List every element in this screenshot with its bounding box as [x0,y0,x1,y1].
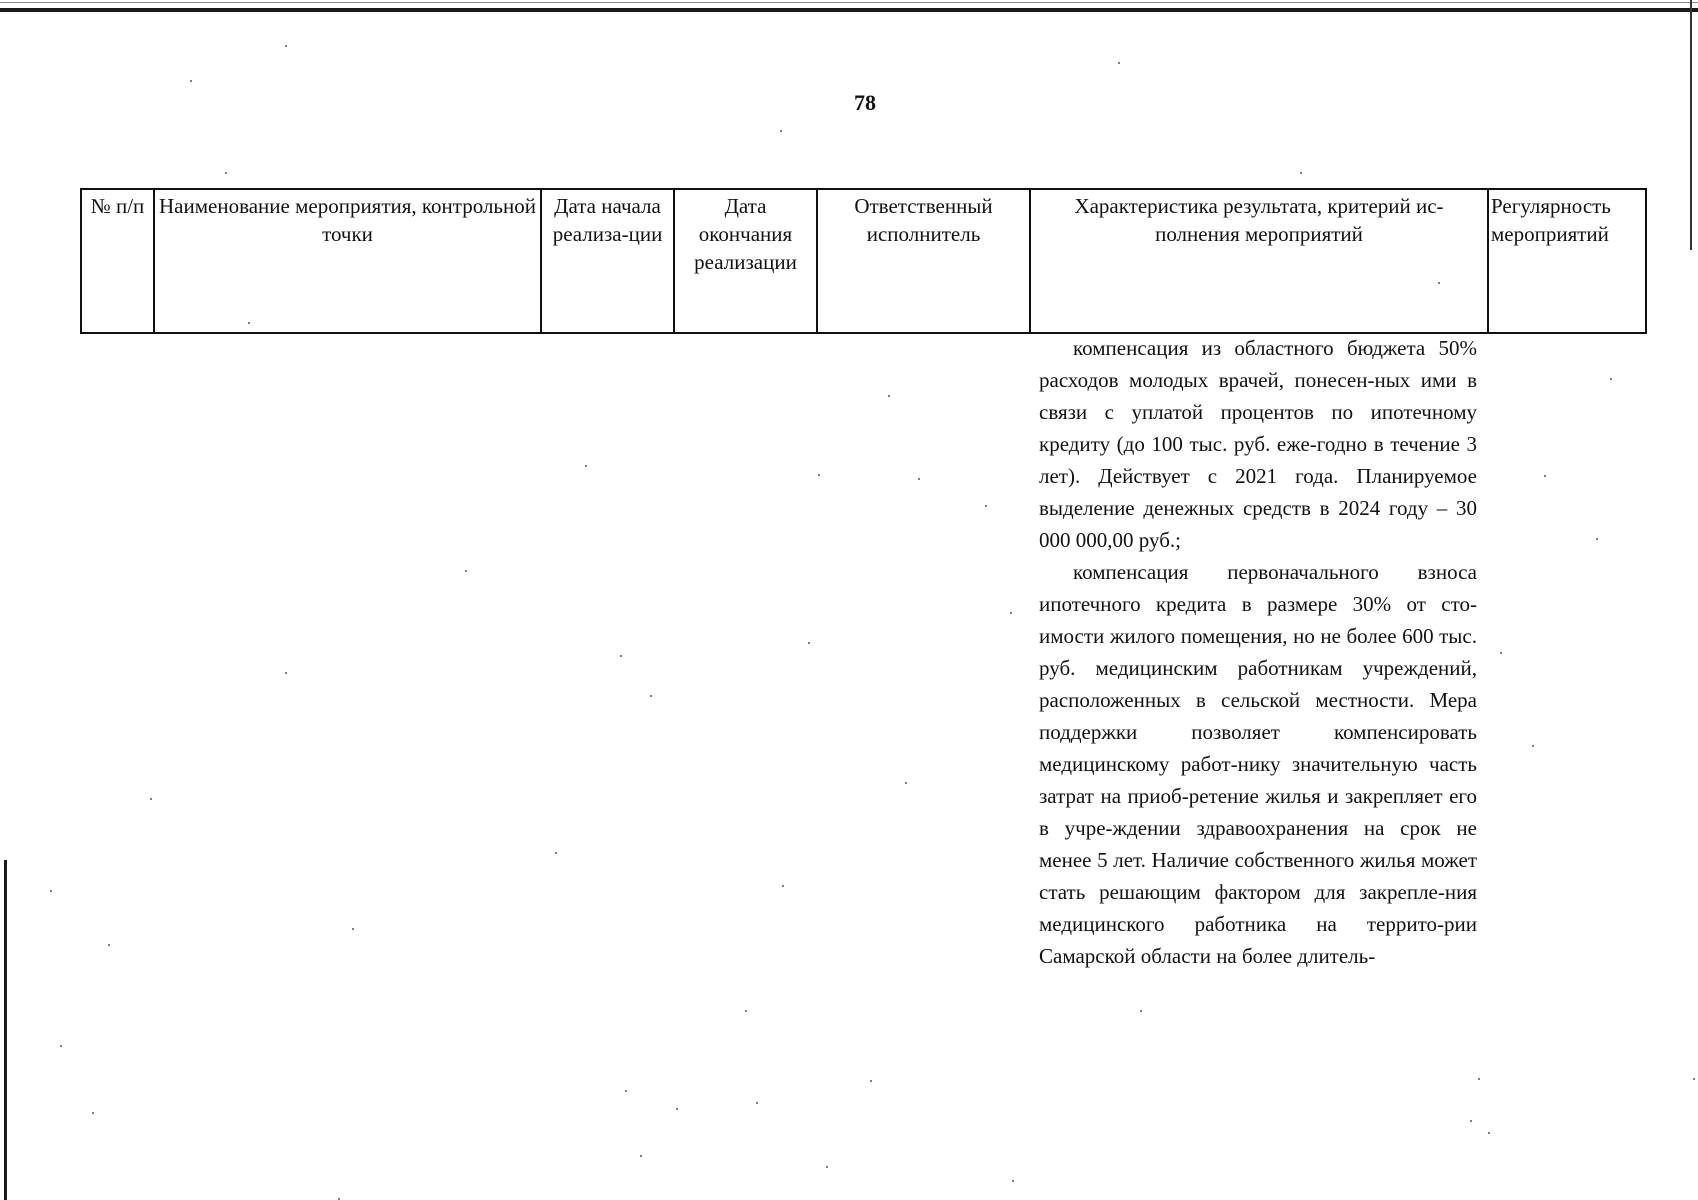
scan-speck [818,474,820,476]
scan-speck [352,928,354,930]
scan-speck [150,798,152,800]
scan-speck [1478,1078,1480,1080]
header-result-characteristics: Характеристика результата, критерий ис-полнения мероприятий [1030,189,1488,333]
header-end-date: Дата окончания реализации [674,189,817,333]
scan-speck [1610,378,1612,380]
scan-speck [1010,612,1012,614]
scan-speck [676,1108,678,1110]
scan-speck [1012,1180,1014,1182]
scan-speck [285,45,287,47]
header-event-name: Наименование мероприятия, контрольной точки [154,189,541,333]
scan-speck [1470,1120,1472,1122]
scan-speck [1140,1010,1142,1012]
scan-speck [625,1090,627,1092]
scan-speck [50,890,52,892]
scan-speck [905,782,907,784]
scan-speck [1488,1132,1490,1134]
scan-speck [1500,652,1502,654]
scan-speck [756,1102,758,1104]
scan-speck [92,1112,94,1114]
header-start-date: Дата начала реализа-ции [541,189,674,333]
paragraph: компенсация первоначального взноса ипотечного кредита в размере 30% от сто-имости жилого помещения, но не более 600 тыс. руб. медицинским работникам учреждений, расположенных в сельской местности. Мера поддержки позволяет компенсировать медицинскому работ-нику значительную часть затрат на приоб-ретение жилья и закрепляет его в учре-ждении здравоохранения на срок не менее 5 лет. Наличие собственного жилья может стать решающим фактором для закрепле-ния медицинского работника на террито-рии Самарской области на более длитель- [1039,560,1477,968]
scan-speck [888,395,890,397]
scan-speck [985,505,987,507]
scan-border-line-thin [0,2,1698,3]
scan-speck [1596,538,1598,540]
header-responsible: Ответственный исполнитель [817,189,1030,333]
scan-speck [225,172,227,174]
scan-speck [918,478,920,480]
scan-speck [808,642,810,644]
scan-speck [745,1010,747,1012]
scan-speck [585,465,587,467]
scan-edge-left [4,860,7,1200]
scan-speck [640,1155,642,1157]
scan-speck [285,672,287,674]
scan-speck [1438,282,1440,284]
scan-speck [1544,475,1546,477]
table-header-row [81,189,1646,333]
scan-speck [870,1080,872,1082]
result-characteristics-text [1039,332,1477,972]
scan-speck [620,655,622,657]
scan-speck [555,852,557,854]
paragraph: компенсация из областного бюджета 50% расходов молодых врачей, понесен-ных ими в связи с уплатой процентов по ипотечному кредиту (до 100 тыс. руб. еже-годно в течение 3 лет). Действует с 2021 года. Планируемое выделение денежных средств в 2024 году – 30 000 000,00 руб.; [1039,336,1477,552]
scan-border-line [0,8,1698,12]
scan-speck [650,695,652,697]
scan-speck [1532,745,1534,747]
scan-speck [190,80,192,82]
page-number: 78 [854,90,876,115]
scan-speck [248,322,250,324]
scan-speck [826,1166,828,1168]
plan-table [80,188,1647,334]
header-regularity: Регулярность мероприятий [1488,189,1646,333]
header-number: № п/п [81,189,154,333]
scan-speck [108,944,110,946]
scan-edge-right [1690,0,1692,250]
scan-speck [1300,172,1302,174]
scan-speck [465,570,467,572]
scan-speck [780,130,782,132]
scan-speck [60,1045,62,1047]
scan-speck [782,885,784,887]
scan-speck [1118,62,1120,64]
scan-speck [1693,1078,1695,1080]
